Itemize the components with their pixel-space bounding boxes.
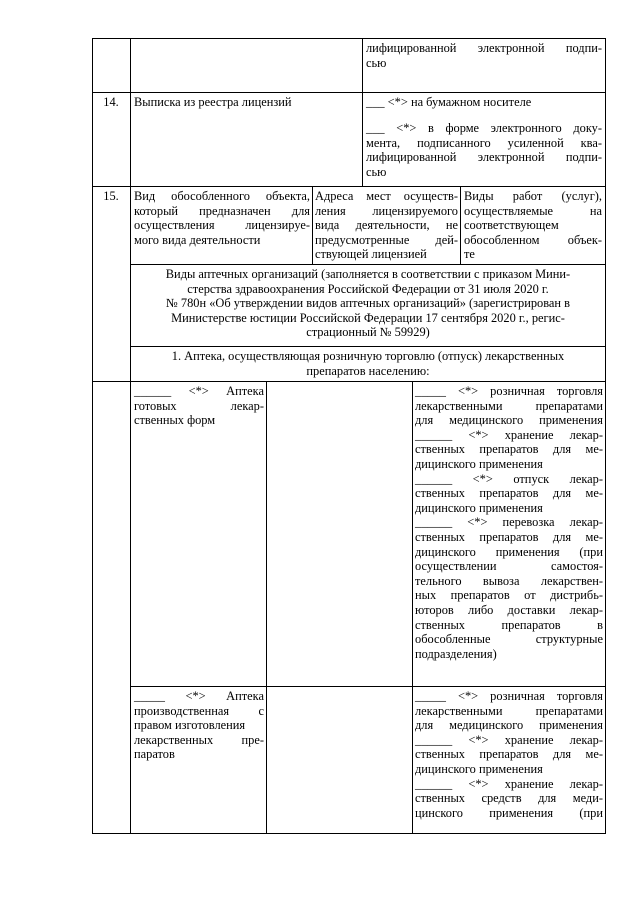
text-line: сью — [366, 55, 387, 70]
text-line: мента, подписанного усиленной ква- — [366, 135, 602, 150]
text-line: _____ <*> Аптека — [134, 689, 264, 703]
text-line: ления лицензируемого — [315, 203, 458, 218]
text-line: ______ <*> Аптека — [134, 384, 264, 398]
text-line: дицинского применения — [415, 761, 543, 776]
pharmacy-production — [134, 689, 264, 762]
text-line: ______ <*> хранение лекар- — [415, 427, 603, 442]
text-line: который предназначен для — [134, 203, 310, 218]
row-border — [92, 833, 606, 834]
row-number: 15. — [103, 189, 119, 203]
text-line: обособленные структурные — [415, 632, 603, 647]
column-border — [312, 186, 313, 264]
column-border — [412, 381, 413, 834]
license-application-table — [92, 38, 606, 834]
text-line: для медицинского применения — [415, 718, 603, 733]
option-paper: ___ <*> на бумажном носителе — [366, 95, 532, 109]
row-border — [130, 346, 606, 347]
text-line: ственных форм — [134, 413, 216, 428]
column-border — [362, 38, 363, 186]
text-line: ственных препаратов для ме- — [415, 442, 603, 457]
production-works — [415, 689, 603, 820]
text-line: готовых лекар- — [134, 398, 264, 413]
text-line: дицинского применения — [415, 456, 543, 471]
text-line: осуществлении самостоя- — [415, 559, 603, 574]
text-line: вида деятельности, не — [315, 218, 458, 233]
text-line: ствующей лицензией — [315, 247, 427, 262]
text-line: стерства здравоохранения Российской Федерации от 31 июля 2020 г. — [187, 281, 549, 296]
text-line: дицинского применения (при — [415, 544, 603, 559]
text-line: обособленном объек- — [464, 232, 602, 247]
option-electronic — [366, 121, 602, 179]
row-border — [92, 381, 606, 382]
pharmacy-ready-forms — [134, 384, 264, 428]
text-line: мого вида деятельности — [134, 232, 261, 247]
pharmacy-types-note — [132, 267, 604, 340]
text-line: производственная с — [134, 703, 264, 718]
text-line: ______ <*> хранение лекар- — [415, 732, 603, 747]
text-line: ственных препаратов в — [415, 617, 603, 632]
pharmacy-retail-heading — [132, 349, 604, 378]
column-border — [130, 38, 131, 834]
text-line: паратов — [134, 747, 175, 762]
text-line: ственных препаратов для ме- — [415, 747, 603, 762]
text-line: сью — [366, 164, 387, 179]
text-line: ______ <*> хранение лекар- — [415, 776, 603, 791]
text-line: 1. Аптека, осуществляющая розничную торговлю (отпуск) лекарственных — [171, 349, 565, 363]
row-border — [92, 92, 606, 93]
header-object-type — [134, 189, 310, 247]
text-line: правом изготовления — [134, 718, 246, 733]
text-line: лифицированной электронной подпи- — [366, 41, 602, 55]
text-line: тельного вывоза лекарствен- — [415, 573, 603, 588]
row-border — [130, 264, 606, 265]
text-line: Вид обособленного объекта, — [134, 189, 310, 203]
text-line: Адреса мест осуществ- — [315, 189, 458, 203]
column-border — [266, 381, 267, 834]
column-border — [460, 186, 461, 264]
text-line: соответствующем — [464, 218, 559, 233]
text-line: _____ <*> розничная торговля — [415, 384, 603, 398]
header-works — [464, 189, 602, 262]
text-line: подразделения) — [415, 646, 497, 661]
header-addresses — [315, 189, 458, 262]
text-line: лифицированной электронной подпи- — [366, 150, 602, 165]
text-line: Виды аптечных организаций (заполняется в соответствии с приказом Мини- — [165, 267, 571, 281]
text-line: ______ <*> отпуск лекар- — [415, 471, 603, 486]
text-line: дицинского применения — [415, 500, 543, 515]
column-border — [92, 38, 93, 834]
text-line: ___ <*> в форме электронного доку- — [366, 121, 602, 135]
text-line: _____ <*> розничная торговля — [415, 689, 603, 703]
text-line: ственных препаратов для ме- — [415, 486, 603, 501]
text-line: осуществления лицензируе- — [134, 218, 310, 233]
text-line: Виды работ (услуг), — [464, 189, 602, 203]
text-line: ______ <*> перевозка лекар- — [415, 515, 603, 530]
text-line: № 780н «Об утверждении видов аптечных организаций» (зарегистрирован в — [166, 296, 570, 311]
text-line: ных препаратов от дистрибь- — [415, 588, 603, 603]
text-line: препаратов населению: — [306, 363, 430, 378]
text-line: юторов либо доставки лекар- — [415, 602, 603, 617]
text-line: предусмотренные дей- — [315, 232, 458, 247]
text-line: страционный № 59929) — [306, 325, 430, 340]
row-number: 14. — [103, 95, 119, 109]
text-line: ственных препаратов для ме- — [415, 529, 603, 544]
row-border — [92, 38, 606, 39]
text-line: ственных средств для меди- — [415, 791, 603, 806]
column-border — [605, 38, 606, 834]
continuation-text — [366, 41, 602, 70]
text-line: осуществляемые на — [464, 203, 602, 218]
text-line: те — [464, 247, 475, 262]
row-name: Выписка из реестра лицензий — [134, 95, 292, 109]
text-line: лекарственными препаратами — [415, 398, 603, 413]
text-line: для медицинского применения — [415, 413, 603, 428]
row-border — [130, 686, 606, 687]
row-border — [92, 186, 606, 187]
text-line: лекарственными препаратами — [415, 703, 603, 718]
text-line: лекарственных пре- — [134, 732, 264, 747]
ready-forms-works — [415, 384, 603, 661]
text-line: цинского применения (при — [415, 805, 603, 820]
text-line: Министерстве юстиции Российской Федерации 17 сентября 2020 г., регис- — [171, 310, 565, 325]
